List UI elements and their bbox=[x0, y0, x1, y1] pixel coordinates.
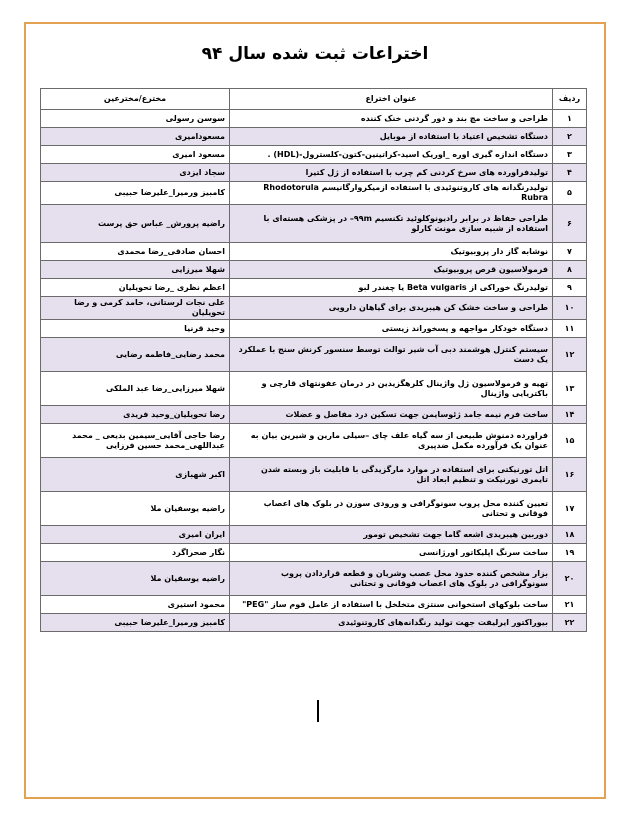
invention-title: طراحی حفاظ در برابر رادیونوکلوئید تکنسیم ۹۹m– در پزشکی هسته‌ای با استفاده از شبیه سازی مونت کارلو bbox=[230, 205, 553, 243]
inventors: محمد رضایی_فاطمه رضایی bbox=[41, 338, 230, 372]
invention-title: تهیه و فرمولاسیون ژل واژینال کلرهگزیدین در درمان عفونتهای قارچی و باکتریایی واژینال bbox=[230, 372, 553, 406]
row-number: ۱۳ bbox=[553, 372, 587, 406]
inventors: شهلا میرزایی bbox=[41, 261, 230, 279]
header-inventors: مخترع/مخترعین bbox=[41, 89, 230, 110]
table-row bbox=[41, 261, 587, 279]
table-row bbox=[41, 406, 587, 424]
inventors: احسان صادقی_رضا محمدی bbox=[41, 243, 230, 261]
table-row bbox=[41, 526, 587, 544]
invention-title: نوشابه گاز دار پروبیوتیک bbox=[230, 243, 553, 261]
table-header-row bbox=[41, 89, 587, 110]
text-cursor bbox=[317, 700, 319, 722]
inventors: علی نجات لرستانی، حامد کرمی و رضا تحویلیان bbox=[41, 297, 230, 320]
row-number: ۱۵ bbox=[553, 424, 587, 458]
inventors: کامبیز ورمیرا_علیرضا حبیبی bbox=[41, 614, 230, 632]
invention-title: طراحی و ساخت خشک کن هیبریدی برای گیاهان دارویی bbox=[230, 297, 553, 320]
row-number: ۹ bbox=[553, 279, 587, 297]
row-number: ۲ bbox=[553, 128, 587, 146]
row-number: ۲۲ bbox=[553, 614, 587, 632]
invention-title: بزار مشخص کننده حدود محل عصب وشریان و قطعه قراردادن پروب سونوگرافی در بلوک های اعصاب فوقانی و تحتانی bbox=[230, 562, 553, 596]
table-row bbox=[41, 424, 587, 458]
table-row bbox=[41, 279, 587, 297]
row-number: ۷ bbox=[553, 243, 587, 261]
table-row bbox=[41, 146, 587, 164]
invention-title: دستگاه خودکار مواجهه و پسخوراند زیستی bbox=[230, 320, 553, 338]
table-row bbox=[41, 164, 587, 182]
table-row bbox=[41, 596, 587, 614]
invention-title: ساخت بلوکهای استخوانی سنتزی متخلخل با استفاده از عامل فوم ساز "PEG" bbox=[230, 596, 553, 614]
row-number: ۱ bbox=[553, 110, 587, 128]
invention-title: ساخت فرم نیمه جامد ژئوسایمن جهت تسکین درد مفاصل و عضلات bbox=[230, 406, 553, 424]
table-row bbox=[41, 372, 587, 406]
table-row bbox=[41, 110, 587, 128]
table-row bbox=[41, 492, 587, 526]
inventors: نگار صحراگرد bbox=[41, 544, 230, 562]
inventors: راضیه پرورش_ عباس حق پرست bbox=[41, 205, 230, 243]
row-number: ۱۸ bbox=[553, 526, 587, 544]
invention-title: فراورده دمنوش طبیعی از سه گیاه علف چای –سیلی مارین و شیرین بیان به عنوان یک فرآورده مکمل ضدپیری bbox=[230, 424, 553, 458]
invention-title: طراحی و ساخت مچ بند و دور گردنی خنک کننده bbox=[230, 110, 553, 128]
invention-title: تولیدرنگدانه های کاروتنوئیدی با استفاده ازمیکروارگانیسم Rhodotorula Rubra bbox=[230, 182, 553, 205]
row-number: ۸ bbox=[553, 261, 587, 279]
table-row bbox=[41, 243, 587, 261]
row-number: ۱۴ bbox=[553, 406, 587, 424]
invention-title: ساخت سرنگ اپلیکاتور اورژانسی bbox=[230, 544, 553, 562]
invention-title: تولیدرنگ خوراکی از Beta vulgaris یا چغندر لبو bbox=[230, 279, 553, 297]
row-number: ۵ bbox=[553, 182, 587, 205]
inventors: راضیه یوسفیان ملا bbox=[41, 562, 230, 596]
row-number: ۲۱ bbox=[553, 596, 587, 614]
inventors: محمود استیری bbox=[41, 596, 230, 614]
table-row bbox=[41, 338, 587, 372]
inventors: سجاد ایزدی bbox=[41, 164, 230, 182]
row-number: ۶ bbox=[553, 205, 587, 243]
row-number: ۴ bbox=[553, 164, 587, 182]
row-number: ۲۰ bbox=[553, 562, 587, 596]
page-title: اختراعات ثبت شده سال ۹۴ bbox=[201, 44, 429, 64]
table-row bbox=[41, 128, 587, 146]
invention-title: اتل تورنیکتی برای استفاده در موارد مارگزیدگی با قابلیت باز وبسته شدن تایمری تورنیکت و تنظیم ابعاد اتل bbox=[230, 458, 553, 492]
row-number: ۱۲ bbox=[553, 338, 587, 372]
table-row bbox=[41, 562, 587, 596]
invention-title: تعیین کننده محل پروب سونوگرافی و ورودی سوزن در بلوک های اعصاب فوقانی و تحتانی bbox=[230, 492, 553, 526]
header-row-number: ردیف bbox=[553, 89, 587, 110]
row-number: ۱۰ bbox=[553, 297, 587, 320]
inventors: راضیه یوسفیان ملا bbox=[41, 492, 230, 526]
table-row bbox=[41, 205, 587, 243]
row-number: ۱۱ bbox=[553, 320, 587, 338]
row-number: ۱۶ bbox=[553, 458, 587, 492]
inventors: اعظم نظری _رضا تحویلیان bbox=[41, 279, 230, 297]
inventors: مسعود امیری bbox=[41, 146, 230, 164]
inventors: ایران امیری bbox=[41, 526, 230, 544]
inventors: کامبیز ورمیرا_علیرضا حبیبی bbox=[41, 182, 230, 205]
table-row bbox=[41, 320, 587, 338]
inventors: وحید قرنیا bbox=[41, 320, 230, 338]
invention-title: بیوراکتور ایرلیفت جهت تولید رنگدانه‌های کاروتنوئیدی bbox=[230, 614, 553, 632]
inventors: اکبر شهبازی bbox=[41, 458, 230, 492]
row-number: ۱۷ bbox=[553, 492, 587, 526]
invention-title: تولیدفراورده های سرخ کردنی کم چرب با استفاده از ژل کتیرا bbox=[230, 164, 553, 182]
header-invention-title: عنوان اختراع bbox=[230, 89, 553, 110]
inventors: سوسن رسولی bbox=[41, 110, 230, 128]
invention-title: دستگاه اندازه گیری اوره _اوریک اسید-کراتینین-کتون-کلسترول-(HDL) . bbox=[230, 146, 553, 164]
table-row bbox=[41, 182, 587, 205]
invention-title: فرمولاسیون قرص پروبیوتیک bbox=[230, 261, 553, 279]
row-number: ۳ bbox=[553, 146, 587, 164]
inventors: رضا حاجی آقایی_سیمین بدیعی _ محمد عبداللهی_محمد حسین فرزایی bbox=[41, 424, 230, 458]
invention-title: سیستم کنترل هوشمند دبی آب شیر توالت توسط سنسور کرنش سنج با عملکرد یک دست bbox=[230, 338, 553, 372]
invention-title: دستگاه تشخیص اعتیاد با استفاده از موبایل bbox=[230, 128, 553, 146]
inventions-table bbox=[40, 88, 587, 632]
table-row bbox=[41, 458, 587, 492]
inventors: رضا تحویلیان_وحید فریدی bbox=[41, 406, 230, 424]
table-row bbox=[41, 614, 587, 632]
inventors: شهلا میرزایی_رضا عبد الملکی bbox=[41, 372, 230, 406]
row-number: ۱۹ bbox=[553, 544, 587, 562]
table-row bbox=[41, 544, 587, 562]
invention-title: دوربین هیبریدی اشعه گاما جهت تشخیص تومور bbox=[230, 526, 553, 544]
table-row bbox=[41, 297, 587, 320]
inventors: مسعودامیری bbox=[41, 128, 230, 146]
